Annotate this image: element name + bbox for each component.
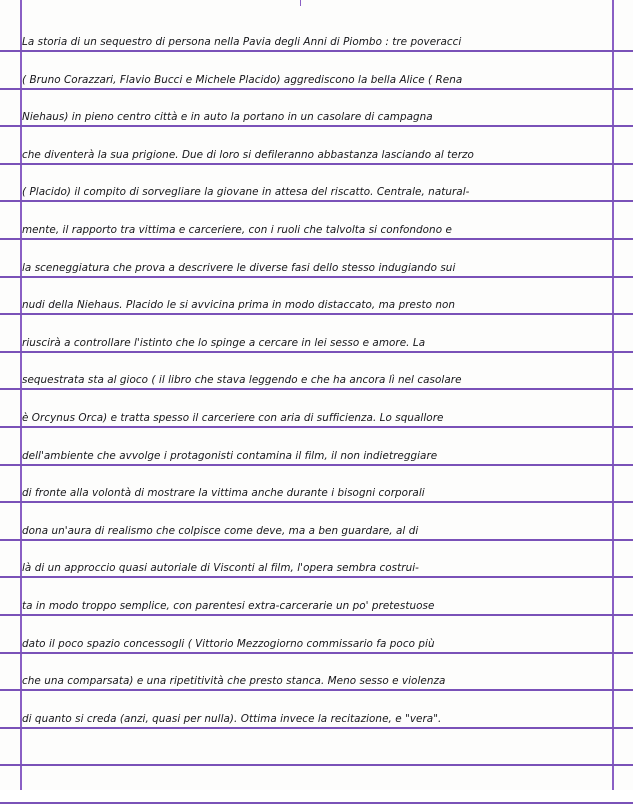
text-line: dona un'aura di realismo che colpisce come deve, ma a ben guardare, al di: [22, 525, 419, 537]
ruled-line: [0, 689, 633, 691]
ruled-line: [0, 351, 633, 353]
ruled-line: [0, 125, 633, 127]
ruled-line: [0, 200, 633, 202]
text-line: che diventerà la sua prigione. Due di loro si defileranno abbastanza lasciando al terzo: [22, 149, 474, 161]
text-line: ta in modo troppo semplice, con parentesi extra-carcerarie un po' pretestuose: [22, 600, 435, 612]
ruled-line: [0, 388, 633, 390]
text-line: la sceneggiatura che prova a descrivere le diverse fasi dello stesso indugiando sui: [22, 262, 456, 274]
ruled-line: [0, 539, 633, 541]
ruled-line: [0, 501, 633, 503]
ruled-line: [0, 727, 633, 729]
text-line: che una comparsata) e una ripetitività che presto stanca. Meno sesso e violenza: [22, 675, 446, 687]
text-line: dato il poco spazio concessogli ( Vittorio Mezzogiorno commissario fa poco più: [22, 638, 435, 650]
ruled-line: [0, 50, 633, 52]
ruled-line: [0, 652, 633, 654]
text-line: mente, il rapporto tra vittima e carceriere, con i ruoli che talvolta si confondono e: [22, 224, 452, 236]
text-line: Niehaus) in pieno centro città e in auto la portano in un casolare di campagna: [22, 111, 433, 123]
text-line: sequestrata sta al gioco ( il libro che stava leggendo e che ha ancora lì nel casolare: [22, 374, 462, 386]
text-line: là di un approccio quasi autoriale di Visconti al film, l'opera sembra costrui-: [22, 562, 419, 574]
text-line: riuscirà a controllare l'istinto che lo spinge a cercare in lei sesso e amore. La: [22, 337, 426, 349]
text-line: La storia di un sequestro di persona nella Pavia degli Anni di Piombo : tre poveracci: [22, 36, 462, 48]
text-line: è Orcynus Orca) e tratta spesso il carceriere con aria di sufficienza. Lo squallore: [22, 412, 444, 424]
ruled-line: [0, 764, 633, 766]
ruled-line: [0, 88, 633, 90]
text-line: ( Placido) il compito di sorvegliare la giovane in attesa del riscatto. Centrale, natural-: [22, 186, 470, 198]
top-tick-mark: [300, 0, 301, 6]
ruled-line: [0, 238, 633, 240]
ruled-line: [0, 163, 633, 165]
ruled-line: [0, 464, 633, 466]
ruled-line: [0, 276, 633, 278]
ruled-line: [0, 614, 633, 616]
text-line: di fronte alla volontà di mostrare la vittima anche durante i bisogni corporali: [22, 487, 425, 499]
text-line: di quanto si creda (anzi, quasi per nulla). Ottima invece la recitazione, e "vera".: [22, 713, 442, 725]
text-line: ( Bruno Corazzari, Flavio Bucci e Michele Placido) aggrediscono la bella Alice ( Rena: [22, 74, 463, 86]
ruled-line: [0, 313, 633, 315]
text-line: dell'ambiente che avvolge i protagonisti contamina il film, il non indietreggiare: [22, 450, 438, 462]
ruled-line: [0, 426, 633, 428]
ruled-line: [0, 576, 633, 578]
text-line: nudi della Niehaus. Placido le si avvicina prima in modo distaccato, ma presto non: [22, 299, 456, 311]
